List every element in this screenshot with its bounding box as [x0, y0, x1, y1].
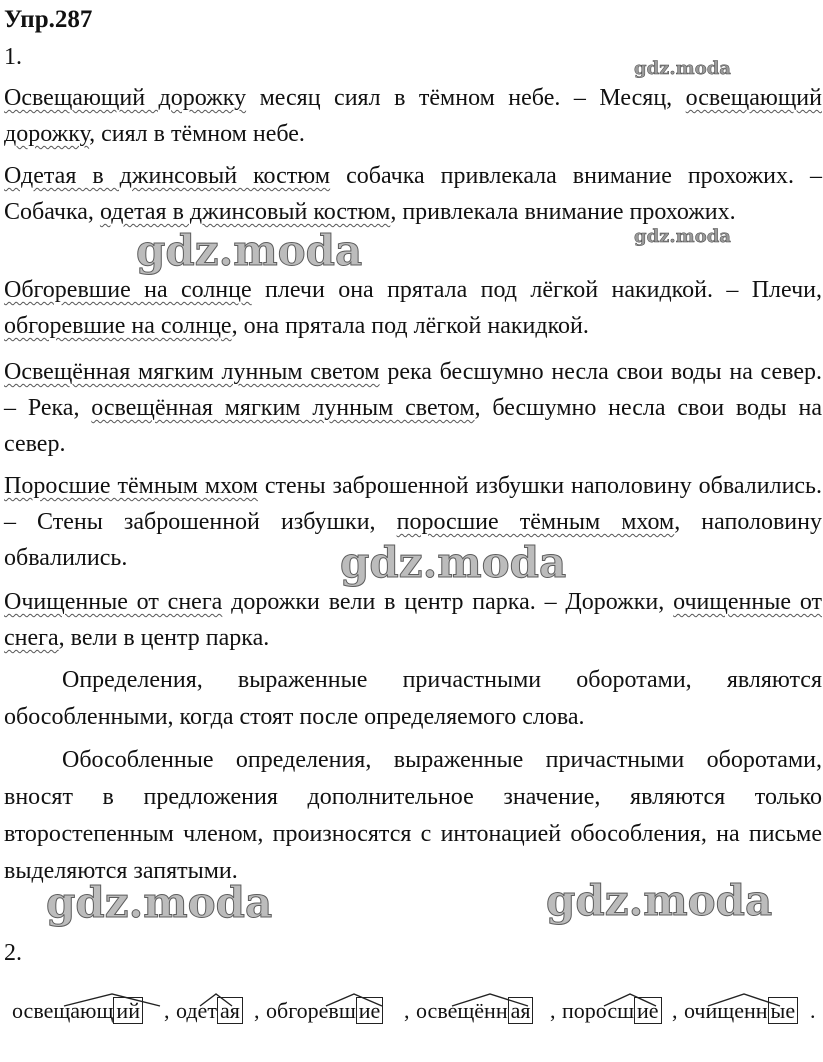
sentence-pair-4 — [4, 354, 822, 462]
comma: , — [550, 998, 556, 1023]
sentence-text: собачка привлекала внимание прохожих. – Собачка, — [4, 163, 822, 225]
watermark: gdz.moda — [136, 226, 363, 275]
comma: , — [254, 998, 260, 1023]
word-stem: очищенн — [684, 998, 768, 1023]
sentence-text: месяц сиял в тёмном небе. – Месяц, — [246, 85, 686, 111]
sentence-text: , сиял в тёмном небе. — [89, 121, 305, 147]
participle-phrase: Поросшие тёмным мхом — [4, 473, 258, 499]
watermark: gdz.moda — [546, 876, 773, 925]
suffix-mark-icon — [198, 992, 238, 1008]
sentence-text: дорожки вели в центр парка. – Дорожки, — [222, 589, 674, 615]
period: . — [810, 998, 816, 1023]
sentence-text: плечи она прятала под лёгкой накидкой. – Плечи, — [251, 277, 822, 303]
participle-phrase: Освещённая мягким лунным светом — [4, 359, 380, 385]
word-ending: ий — [113, 997, 143, 1024]
morpheme-analysis-row — [8, 990, 820, 1030]
theory-text: Обособленные определения, выраженные причастными оборотами, вносят в предложения дополнительное значение, являются только второстепенным членом, произносятся с интонацией обособления, на письме выделяются запятыми. — [4, 747, 822, 884]
morpheme-word — [266, 998, 383, 1024]
morpheme-word — [12, 998, 143, 1024]
sentence-text: стены заброшенной избушки наполовину обвалились. – Стены заброшенной избушки, — [4, 473, 823, 535]
morpheme-word — [176, 998, 243, 1024]
section-1-number: 1. — [4, 44, 22, 70]
sentence-text: река бесшумно несла свои воды на север. – Река, — [4, 359, 822, 421]
word-stem: одет — [176, 998, 217, 1023]
word-ending: ые — [768, 997, 799, 1024]
participle-phrase: обгоревшие на солнце — [4, 313, 232, 339]
theory-text: Определения, выраженные причастными оборотами, являются обособленными, когда стоят после определяемого слова. — [4, 667, 822, 730]
word-ending: ие — [356, 997, 384, 1024]
participle-phrase: Очищенные от снега — [4, 589, 223, 615]
sentence-text: , вели в центр парка. — [58, 625, 270, 651]
watermark: gdz.moda — [634, 226, 731, 247]
word-ending: ие — [634, 997, 662, 1024]
participle-phrase: Освещающий дорожку — [4, 85, 247, 111]
word-stem: поросш — [562, 998, 635, 1023]
comma: , — [164, 998, 170, 1023]
sentence-text: , бесшумно несла свои воды на север. — [4, 395, 823, 457]
participle-phrase: Обгоревшие на солнце — [4, 277, 252, 303]
sentence-pair-3 — [4, 272, 822, 344]
participle-phrase: освещающий дорожку — [4, 85, 822, 147]
sentence-text: , она прятала под лёгкой накидкой. — [231, 313, 589, 339]
comma: , — [672, 998, 678, 1023]
morpheme-word — [684, 998, 798, 1024]
section-2-number: 2. — [4, 940, 22, 966]
morpheme-word — [562, 998, 662, 1024]
exercise-title: Упр.287 — [4, 6, 93, 33]
morpheme-word — [416, 998, 533, 1024]
theory-paragraph-1 — [4, 662, 822, 736]
sentence-text: , наполовину обвалились. — [4, 509, 822, 571]
participle-phrase: освещённая мягким лунным светом — [91, 395, 475, 421]
participle-phrase: поросшие тёмным мхом — [396, 509, 675, 535]
sentence-pair-1 — [4, 80, 822, 152]
theory-paragraph-2 — [4, 742, 822, 890]
watermark: gdz.moda — [634, 58, 731, 79]
sentence-pair-6 — [4, 584, 822, 656]
word-stem: обгоревш — [266, 998, 356, 1023]
participle-phrase: очищенные от снега — [4, 589, 823, 651]
participle-phrase: Одетая в джинсовый костюм — [4, 163, 331, 189]
suffix-mark-icon — [602, 992, 672, 1008]
participle-phrase: одетая в джинсовый костюм — [99, 199, 391, 225]
suffix-mark-icon — [450, 992, 550, 1008]
watermark: gdz.moda — [46, 878, 273, 927]
word-ending: ая — [217, 997, 243, 1024]
suffix-mark-icon — [324, 992, 394, 1008]
word-stem: освещённ — [416, 998, 508, 1023]
word-stem: освещающ — [12, 998, 114, 1023]
watermark: gdz.moda — [340, 538, 567, 587]
sentence-pair-2 — [4, 158, 822, 230]
comma: , — [404, 998, 410, 1023]
sentence-text: , привлекала внимание прохожих. — [390, 199, 736, 225]
suffix-mark-icon — [706, 992, 796, 1008]
word-ending: ая — [508, 997, 534, 1024]
